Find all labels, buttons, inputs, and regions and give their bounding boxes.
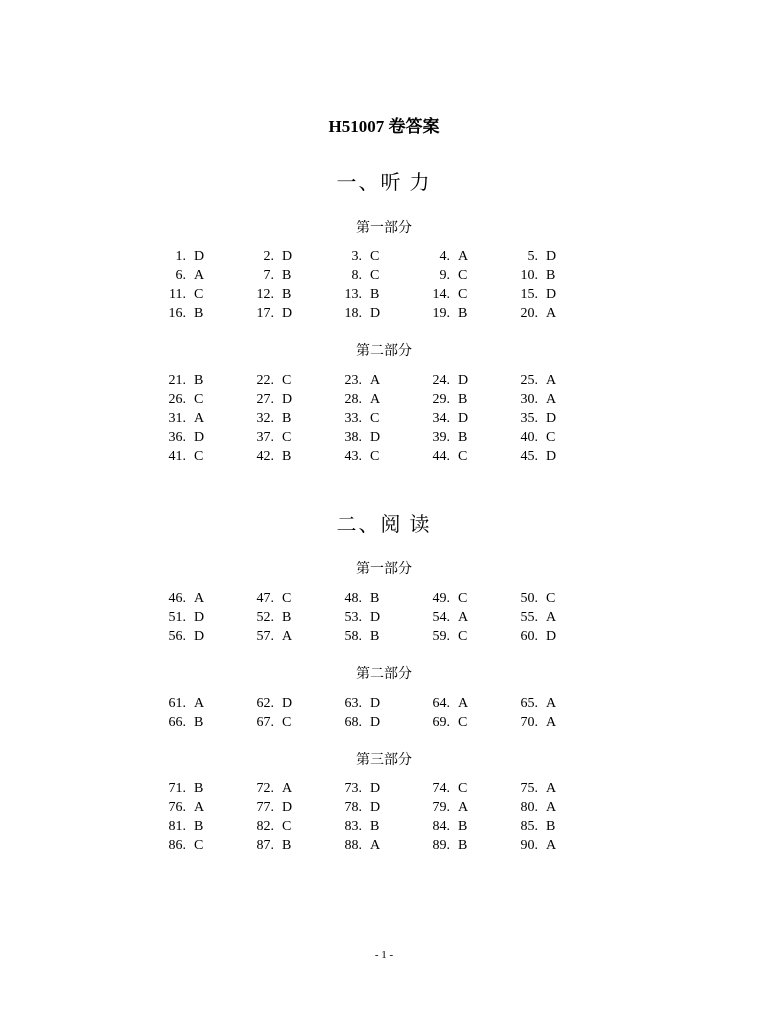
answer-letter: D: [194, 429, 205, 445]
question-number: 46.: [168, 590, 186, 606]
answer-letter: A: [458, 799, 469, 815]
answer-item: [404, 285, 492, 304]
answer-item: [492, 627, 580, 646]
question-number: 60.: [520, 628, 538, 644]
part-heading-reading-2: 第二部分: [356, 667, 412, 682]
answer-letter: D: [370, 609, 381, 625]
answer-letter: D: [282, 305, 293, 321]
answer-letter: B: [458, 305, 468, 321]
answer-letter: D: [194, 628, 205, 644]
answer-grid: [140, 779, 640, 855]
question-number: 87.: [256, 837, 274, 853]
answer-item: [140, 266, 228, 285]
answer-letter: A: [370, 837, 381, 853]
answer-item: [492, 447, 580, 466]
question-number: 43.: [344, 448, 362, 464]
answer-item: [404, 836, 492, 855]
answer-item: [316, 713, 404, 732]
question-number: 47.: [256, 590, 274, 606]
question-number: 73.: [344, 780, 362, 796]
answer-letter: D: [282, 391, 293, 407]
question-number: 24.: [432, 372, 450, 388]
question-number: 82.: [256, 818, 274, 834]
answer-letter: C: [194, 391, 204, 407]
answer-item: [140, 285, 228, 304]
question-number: 83.: [344, 818, 362, 834]
question-number: 78.: [344, 799, 362, 815]
answer-item: [140, 817, 228, 836]
answer-letter: D: [370, 799, 381, 815]
answer-letter: D: [282, 248, 293, 264]
answer-item: [404, 608, 492, 627]
answer-letter: C: [546, 590, 556, 606]
answer-item: [316, 409, 404, 428]
part-heading-reading-1: 第一部分: [356, 562, 412, 577]
answer-letter: A: [546, 714, 557, 730]
answer-letter: A: [546, 837, 557, 853]
answer-letter: B: [194, 780, 204, 796]
question-number: 50.: [520, 590, 538, 606]
answer-item: [228, 266, 316, 285]
answer-item: [316, 694, 404, 713]
answer-letter: B: [458, 429, 468, 445]
answer-letter: B: [370, 628, 380, 644]
answer-letter: B: [194, 305, 204, 321]
answer-item: [140, 694, 228, 713]
answer-letter: A: [546, 372, 557, 388]
question-number: 77.: [256, 799, 274, 815]
answer-item: [404, 390, 492, 409]
answer-item: [228, 589, 316, 608]
answer-item: [228, 836, 316, 855]
answer-letter: D: [370, 695, 381, 711]
question-number: 32.: [256, 410, 274, 426]
answer-letter: A: [370, 372, 381, 388]
question-number: 8.: [351, 267, 362, 283]
answer-letter: D: [546, 448, 557, 464]
question-number: 54.: [432, 609, 450, 625]
answer-item: [404, 447, 492, 466]
question-number: 23.: [344, 372, 362, 388]
answer-letter: C: [458, 590, 468, 606]
answer-item: [140, 798, 228, 817]
answer-item: [316, 390, 404, 409]
question-number: 67.: [256, 714, 274, 730]
answer-item: [316, 247, 404, 266]
answer-letter: A: [194, 267, 205, 283]
answer-item: [492, 836, 580, 855]
answer-letter: D: [458, 372, 469, 388]
answer-letter: A: [546, 391, 557, 407]
question-number: 29.: [432, 391, 450, 407]
answer-item: [228, 285, 316, 304]
question-number: 5.: [527, 248, 538, 264]
answer-letter: D: [458, 410, 469, 426]
answer-letter: A: [458, 695, 469, 711]
answer-letter: C: [458, 780, 468, 796]
answer-letter: C: [370, 248, 380, 264]
answer-item: [404, 779, 492, 798]
question-number: 37.: [256, 429, 274, 445]
answer-letter: B: [282, 837, 292, 853]
part-heading-reading-3: 第三部分: [356, 753, 412, 768]
answer-letter: C: [546, 429, 556, 445]
question-number: 18.: [344, 305, 362, 321]
question-number: 20.: [520, 305, 538, 321]
question-number: 79.: [432, 799, 450, 815]
answer-letter: C: [194, 448, 204, 464]
answer-item: [316, 447, 404, 466]
question-number: 10.: [520, 267, 538, 283]
answer-item: [140, 428, 228, 447]
answer-letter: B: [282, 448, 292, 464]
answer-item: [316, 266, 404, 285]
answer-grid: [140, 371, 640, 466]
answer-grid: [140, 589, 640, 646]
question-number: 90.: [520, 837, 538, 853]
answer-letter: B: [194, 818, 204, 834]
answer-letter: B: [370, 590, 380, 606]
question-number: 44.: [432, 448, 450, 464]
answer-item: [316, 285, 404, 304]
question-number: 55.: [520, 609, 538, 625]
section-heading-listening: 一、听 力: [336, 172, 432, 194]
question-number: 85.: [520, 818, 538, 834]
answer-letter: C: [282, 372, 292, 388]
answer-item: [140, 608, 228, 627]
question-number: 7.: [263, 267, 274, 283]
question-number: 75.: [520, 780, 538, 796]
answer-item: [316, 371, 404, 390]
answer-item: [316, 779, 404, 798]
answer-item: [492, 589, 580, 608]
answer-item: [140, 371, 228, 390]
answer-letter: A: [458, 609, 469, 625]
answer-letter: B: [370, 818, 380, 834]
answer-letter: A: [282, 628, 293, 644]
question-number: 25.: [520, 372, 538, 388]
answer-letter: C: [370, 410, 380, 426]
question-number: 27.: [256, 391, 274, 407]
answer-item: [140, 247, 228, 266]
section-heading-reading: 二、阅 读: [336, 514, 432, 536]
answer-letter: A: [546, 799, 557, 815]
answer-item: [140, 390, 228, 409]
question-number: 26.: [168, 391, 186, 407]
question-number: 39.: [432, 429, 450, 445]
question-number: 22.: [256, 372, 274, 388]
answer-item: [404, 371, 492, 390]
answer-item: [140, 713, 228, 732]
question-number: 59.: [432, 628, 450, 644]
answer-item: [404, 798, 492, 817]
answer-item: [404, 247, 492, 266]
question-number: 36.: [168, 429, 186, 445]
question-number: 31.: [168, 410, 186, 426]
answer-letter: C: [458, 714, 468, 730]
answer-item: [228, 247, 316, 266]
question-number: 61.: [168, 695, 186, 711]
answer-item: [404, 627, 492, 646]
question-number: 6.: [175, 267, 186, 283]
answer-letter: C: [370, 267, 380, 283]
answer-letter: D: [546, 628, 557, 644]
question-number: 71.: [168, 780, 186, 796]
page-title: H51007 卷答案: [328, 117, 440, 136]
question-number: 63.: [344, 695, 362, 711]
answer-item: [404, 694, 492, 713]
answer-letter: D: [546, 410, 557, 426]
question-number: 28.: [344, 391, 362, 407]
answer-letter: D: [282, 799, 293, 815]
answer-letter: B: [282, 410, 292, 426]
question-number: 70.: [520, 714, 538, 730]
answer-item: [492, 285, 580, 304]
answer-letter: D: [194, 609, 205, 625]
answer-item: [228, 694, 316, 713]
answer-item: [492, 409, 580, 428]
question-number: 89.: [432, 837, 450, 853]
answer-letter: C: [194, 286, 204, 302]
answer-item: [492, 608, 580, 627]
question-number: 1.: [175, 248, 186, 264]
answer-item: [140, 627, 228, 646]
answer-item: [228, 428, 316, 447]
question-number: 11.: [169, 286, 186, 302]
question-number: 14.: [432, 286, 450, 302]
answer-item: [228, 390, 316, 409]
answer-letter: B: [458, 818, 468, 834]
answer-letter: C: [282, 714, 292, 730]
question-number: 84.: [432, 818, 450, 834]
answer-letter: A: [546, 695, 557, 711]
answer-letter: C: [282, 818, 292, 834]
part-heading-listening-2: 第二部分: [356, 344, 412, 359]
question-number: 62.: [256, 695, 274, 711]
answer-item: [228, 627, 316, 646]
question-number: 30.: [520, 391, 538, 407]
answer-letter: A: [194, 410, 205, 426]
answer-letter: B: [546, 818, 556, 834]
question-number: 86.: [168, 837, 186, 853]
answer-item: [316, 627, 404, 646]
question-number: 49.: [432, 590, 450, 606]
answer-item: [316, 798, 404, 817]
answer-item: [140, 589, 228, 608]
answer-letter: C: [282, 590, 292, 606]
question-number: 65.: [520, 695, 538, 711]
question-number: 9.: [439, 267, 450, 283]
question-number: 21.: [168, 372, 186, 388]
answer-item: [492, 304, 580, 323]
question-number: 4.: [439, 248, 450, 264]
answer-item: [228, 817, 316, 836]
answer-letter: D: [370, 429, 381, 445]
answer-item: [316, 817, 404, 836]
answer-item: [404, 589, 492, 608]
answer-item: [228, 608, 316, 627]
question-number: 88.: [344, 837, 362, 853]
answer-item: [140, 779, 228, 798]
answer-letter: D: [546, 248, 557, 264]
answer-item: [492, 798, 580, 817]
answer-item: [404, 817, 492, 836]
answer-grid: [140, 247, 640, 323]
question-number: 74.: [432, 780, 450, 796]
answer-letter: C: [370, 448, 380, 464]
answer-letter: B: [282, 267, 292, 283]
answer-letter: A: [194, 695, 205, 711]
question-number: 17.: [256, 305, 274, 321]
answer-letter: A: [546, 609, 557, 625]
question-number: 69.: [432, 714, 450, 730]
question-number: 76.: [168, 799, 186, 815]
question-number: 2.: [263, 248, 274, 264]
page-number: - 1 -: [374, 949, 394, 961]
answer-item: [316, 428, 404, 447]
answer-item: [316, 304, 404, 323]
answer-letter: A: [194, 590, 205, 606]
answer-item: [404, 266, 492, 285]
answer-letter: B: [546, 267, 556, 283]
question-number: 64.: [432, 695, 450, 711]
answer-letter: D: [194, 248, 205, 264]
answer-item: [228, 409, 316, 428]
answer-item: [140, 836, 228, 855]
answer-item: [404, 304, 492, 323]
answer-letter: A: [458, 248, 469, 264]
question-number: 34.: [432, 410, 450, 426]
answer-grid: [140, 694, 640, 732]
answer-letter: C: [458, 267, 468, 283]
question-number: 42.: [256, 448, 274, 464]
answer-letter: B: [282, 609, 292, 625]
answer-letter: B: [458, 391, 468, 407]
question-number: 57.: [256, 628, 274, 644]
answer-letter: D: [370, 714, 381, 730]
answer-letter: C: [458, 286, 468, 302]
question-number: 51.: [168, 609, 186, 625]
answer-letter: B: [282, 286, 292, 302]
question-number: 35.: [520, 410, 538, 426]
question-number: 53.: [344, 609, 362, 625]
answer-letter: A: [370, 391, 381, 407]
question-number: 15.: [520, 286, 538, 302]
answer-letter: A: [546, 305, 557, 321]
question-number: 48.: [344, 590, 362, 606]
answer-item: [228, 371, 316, 390]
question-number: 72.: [256, 780, 274, 796]
answer-letter: A: [282, 780, 293, 796]
question-number: 16.: [168, 305, 186, 321]
question-number: 13.: [344, 286, 362, 302]
question-number: 45.: [520, 448, 538, 464]
answer-letter: C: [194, 837, 204, 853]
question-number: 3.: [351, 248, 362, 264]
answer-item: [316, 589, 404, 608]
question-number: 58.: [344, 628, 362, 644]
answer-item: [492, 247, 580, 266]
question-number: 52.: [256, 609, 274, 625]
question-number: 81.: [168, 818, 186, 834]
answer-item: [228, 304, 316, 323]
question-number: 68.: [344, 714, 362, 730]
question-number: 40.: [520, 429, 538, 445]
answer-item: [140, 409, 228, 428]
answer-letter: C: [458, 448, 468, 464]
answer-item: [228, 713, 316, 732]
answer-letter: D: [370, 305, 381, 321]
answer-item: [492, 266, 580, 285]
answer-letter: A: [546, 780, 557, 796]
answer-item: [492, 694, 580, 713]
answer-letter: B: [458, 837, 468, 853]
question-number: 12.: [256, 286, 274, 302]
answer-item: [404, 713, 492, 732]
answer-letter: B: [194, 714, 204, 730]
answer-item: [140, 447, 228, 466]
answer-item: [492, 713, 580, 732]
answer-letter: B: [194, 372, 204, 388]
question-number: 66.: [168, 714, 186, 730]
question-number: 41.: [168, 448, 186, 464]
answer-letter: D: [282, 695, 293, 711]
answer-letter: C: [458, 628, 468, 644]
part-heading-listening-1: 第一部分: [356, 221, 412, 236]
answer-letter: B: [370, 286, 380, 302]
answer-item: [316, 836, 404, 855]
answer-item: [228, 447, 316, 466]
answer-letter: C: [282, 429, 292, 445]
question-number: 19.: [432, 305, 450, 321]
question-number: 38.: [344, 429, 362, 445]
answer-item: [404, 409, 492, 428]
answer-letter: A: [194, 799, 205, 815]
answer-letter: D: [370, 780, 381, 796]
question-number: 33.: [344, 410, 362, 426]
question-number: 80.: [520, 799, 538, 815]
answer-letter: D: [546, 286, 557, 302]
answer-item: [492, 817, 580, 836]
answer-item: [316, 608, 404, 627]
answer-item: [492, 390, 580, 409]
answer-item: [404, 428, 492, 447]
answer-item: [228, 779, 316, 798]
answer-item: [492, 779, 580, 798]
answer-item: [492, 428, 580, 447]
answer-item: [140, 304, 228, 323]
answer-item: [492, 371, 580, 390]
question-number: 56.: [168, 628, 186, 644]
answer-item: [228, 798, 316, 817]
